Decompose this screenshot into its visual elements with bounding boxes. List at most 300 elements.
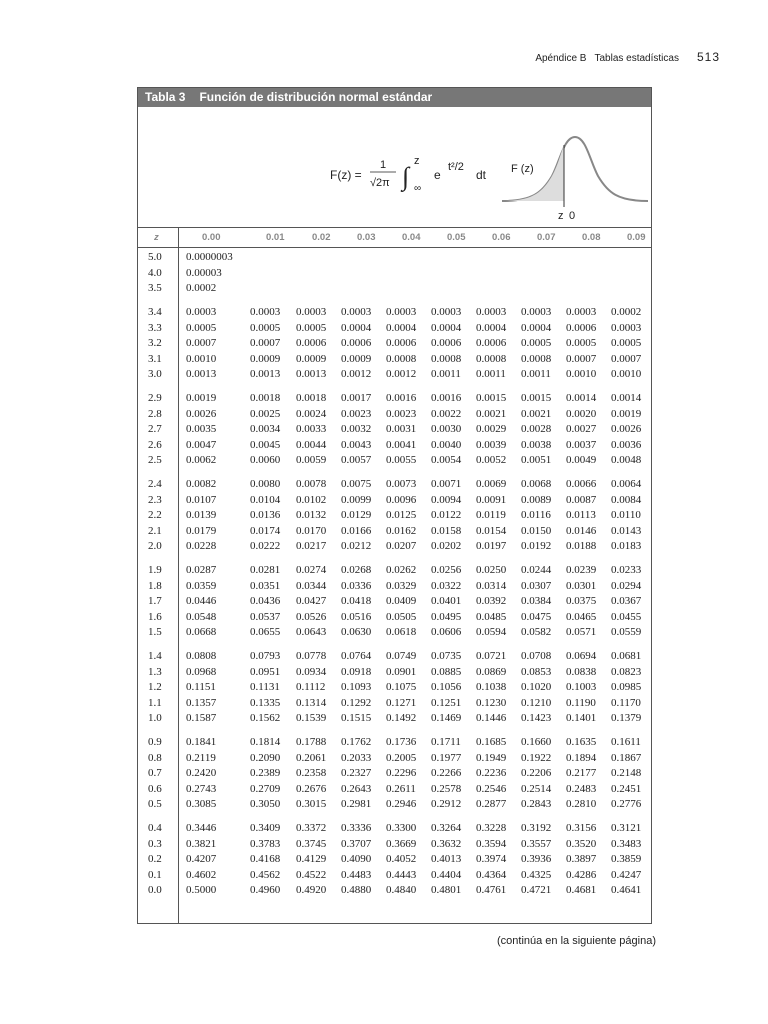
header-col: 0.03: [357, 232, 376, 243]
probability-cell: 0.4168: [250, 853, 281, 865]
probability-cell: 0.0002: [186, 282, 217, 294]
probability-cell: 0.2090: [250, 751, 281, 764]
probability-cell: 0.0571: [566, 626, 597, 638]
probability-cell: 0.0262: [386, 564, 417, 576]
z-value: 1.9: [148, 564, 162, 576]
probability-cell: 0.0409: [386, 595, 417, 607]
z-value: 0.4: [148, 822, 162, 834]
probability-cell: 0.1003: [566, 681, 597, 693]
probability-cell: 0.0020: [566, 407, 597, 420]
probability-cell: 0.0212: [341, 540, 372, 552]
probability-cell: 0.0250: [476, 564, 507, 576]
probability-cell: 0.0951: [250, 665, 281, 678]
probability-cell: 0.2810: [566, 798, 597, 810]
probability-cell: 0.0069: [476, 478, 507, 490]
probability-cell: 0.0015: [476, 392, 507, 404]
z-value: 0.5: [148, 798, 162, 810]
probability-cell: 0.0125: [386, 509, 417, 521]
continuation-note: (continúa en la siguiente página): [496, 935, 656, 947]
probability-cell: 0.4801: [431, 884, 462, 896]
probability-cell: 0.2643: [341, 782, 372, 795]
header-col: 0.09: [627, 232, 646, 243]
probability-cell: 0.0548: [186, 610, 217, 623]
probability-cell: 0.2206: [521, 767, 552, 779]
probability-cell: 0.0630: [341, 626, 372, 638]
probability-cell: 0.1401: [566, 712, 597, 724]
probability-cell: 0.2005: [386, 751, 417, 764]
probability-cell: 0.0170: [296, 524, 327, 537]
probability-cell: 0.0009: [250, 352, 281, 365]
probability-cell: 0.0057: [341, 454, 372, 466]
probability-cell: 0.3821: [186, 837, 217, 850]
z-value: 3.3: [148, 321, 162, 334]
probability-cell: 0.0708: [521, 650, 552, 662]
probability-cell: 0.1922: [521, 751, 552, 764]
z-value: 0.7: [148, 767, 162, 779]
probability-cell: 0.0005: [611, 337, 642, 349]
probability-cell: 0.4247: [611, 868, 642, 881]
probability-cell: 0.0222: [250, 540, 281, 552]
probability-cell: 0.0808: [186, 650, 217, 662]
z-value: 3.4: [148, 306, 162, 318]
probability-cell: 0.1112: [296, 681, 326, 693]
probability-cell: 0.3300: [386, 822, 417, 834]
probability-cell: 0.0004: [521, 321, 552, 334]
probability-cell: 0.0047: [186, 438, 217, 451]
probability-cell: 0.0000003: [186, 251, 233, 263]
formula-upper-limit: z: [414, 155, 420, 167]
probability-cell: 0.0051: [521, 454, 552, 466]
probability-cell: 0.1190: [566, 696, 596, 709]
probability-cell: 0.4761: [476, 884, 507, 896]
probability-cell: 0.4129: [296, 853, 327, 865]
probability-cell: 0.0003: [341, 306, 372, 318]
probability-cell: 0.1539: [296, 712, 327, 724]
probability-cell: 0.0005: [250, 321, 281, 334]
table-title: Función de distribución normal estándar: [199, 90, 433, 104]
probability-cell: 0.0044: [296, 438, 327, 451]
probability-cell: 0.0179: [186, 524, 217, 537]
probability-cell: 0.0336: [341, 579, 372, 592]
probability-cell: 0.2611: [386, 782, 416, 795]
z-value: 1.6: [148, 610, 162, 623]
z-value: 1.3: [148, 665, 162, 678]
z-value: 0.8: [148, 751, 162, 764]
table-title-bar: [138, 88, 651, 107]
probability-cell: 0.4364: [476, 868, 507, 881]
probability-cell: 0.0041: [386, 438, 417, 451]
probability-cell: 0.0244: [521, 564, 552, 576]
probability-cell: 0.0116: [521, 509, 551, 521]
probability-cell: 0.0019: [611, 407, 642, 420]
z-value: 0.2: [148, 853, 162, 865]
probability-cell: 0.0668: [186, 626, 217, 638]
probability-cell: 0.0113: [566, 509, 596, 521]
probability-cell: 0.0537: [250, 610, 281, 623]
probability-cell: 0.1736: [386, 736, 417, 748]
probability-cell: 0.2266: [431, 767, 462, 779]
probability-cell: 0.0853: [521, 665, 552, 678]
formula-lower-limit: ∞: [414, 183, 422, 194]
probability-cell: 0.1587: [186, 712, 217, 724]
probability-cell: 0.0162: [386, 524, 417, 537]
header-col: 0.05: [447, 232, 466, 243]
probability-cell: 0.0256: [431, 564, 462, 576]
probability-cell: 0.0384: [521, 595, 552, 607]
probability-cell: 0.0043: [341, 438, 372, 451]
probability-cell: 0.0007: [566, 352, 597, 365]
probability-cell: 0.0005: [296, 321, 327, 334]
probability-cell: 0.0918: [341, 665, 372, 678]
probability-cell: 0.0197: [476, 540, 507, 552]
probability-cell: 0.1314: [296, 696, 327, 709]
probability-cell: 0.3192: [521, 822, 552, 834]
probability-cell: 0.0018: [250, 392, 281, 404]
probability-cell: 0.3745: [296, 837, 327, 850]
z-label: z: [558, 210, 564, 221]
formula-exponent: t²/2: [448, 161, 464, 173]
z-value: 2.8: [148, 407, 162, 420]
probability-cell: 0.3707: [341, 837, 372, 850]
probability-cell: 0.0139: [186, 509, 217, 521]
formula-denominator: √2π: [370, 177, 390, 189]
probability-cell: 0.3483: [611, 837, 642, 850]
probability-cell: 0.3783: [250, 837, 281, 850]
probability-cell: 0.4443: [386, 868, 417, 881]
probability-cell: 0.0023: [341, 407, 372, 420]
probability-cell: 0.3336: [341, 822, 372, 834]
probability-cell: 0.0146: [566, 524, 597, 537]
probability-cell: 0.0183: [611, 540, 642, 552]
probability-cell: 0.00003: [186, 266, 222, 279]
probability-cell: 0.0495: [431, 610, 462, 623]
table-label: Tabla 3: [145, 90, 186, 104]
integral-sign-icon: ∫: [402, 162, 410, 191]
probability-cell: 0.4090: [341, 853, 372, 865]
probability-cell: 0.0526: [296, 610, 327, 623]
probability-cell: 0.4207: [186, 853, 217, 865]
z-value: 0.9: [148, 736, 162, 748]
probability-cell: 0.2946: [386, 798, 417, 810]
probability-cell: 0.0287: [186, 564, 217, 576]
probability-cell: 0.2843: [521, 798, 552, 810]
probability-cell: 0.1635: [566, 736, 597, 748]
probability-cell: 0.1335: [250, 696, 281, 709]
probability-cell: 0.0023: [386, 407, 417, 420]
probability-cell: 0.0934: [296, 665, 327, 678]
probability-cell: 0.2148: [611, 767, 642, 779]
probability-cell: 0.0016: [431, 392, 462, 404]
probability-cell: 0.4721: [521, 884, 552, 896]
probability-cell: 0.2420: [186, 767, 217, 779]
probability-cell: 0.3669: [386, 837, 417, 850]
probability-cell: 0.0011: [431, 368, 461, 380]
probability-cell: 0.0003: [566, 306, 597, 318]
probability-cell: 0.3015: [296, 798, 327, 810]
probability-cell: 0.2776: [611, 798, 642, 810]
probability-cell: 0.3520: [566, 837, 597, 850]
probability-cell: 0.0017: [341, 392, 372, 404]
probability-cell: 0.0351: [250, 579, 281, 592]
probability-cell: 0.0014: [566, 392, 597, 404]
probability-cell: 0.0012: [341, 368, 372, 380]
header-z: z: [154, 232, 159, 243]
cdf-formula: [330, 155, 500, 195]
probability-cell: 0.0281: [250, 564, 281, 576]
probability-cell: 0.0089: [521, 493, 552, 506]
probability-cell: 0.1131: [250, 681, 280, 693]
probability-cell: 0.0003: [476, 306, 507, 318]
zero-label: 0: [569, 210, 576, 221]
z-value: 1.4: [148, 650, 162, 662]
z-value: 0.6: [148, 782, 162, 795]
probability-cell: 0.0052: [476, 454, 507, 466]
probability-cell: 0.0392: [476, 595, 507, 607]
z-value: 5.0: [148, 251, 162, 263]
probability-cell: 0.0119: [476, 509, 506, 521]
probability-cell: 0.0418: [341, 595, 372, 607]
probability-cell: 0.0823: [611, 665, 642, 678]
probability-cell: 0.0618: [386, 626, 417, 638]
probability-cell: 0.0006: [566, 321, 597, 334]
table-header-row: [138, 228, 651, 248]
probability-cell: 0.0013: [186, 368, 217, 380]
probability-cell: 0.1841: [186, 736, 217, 748]
probability-cell: 0.0122: [431, 509, 462, 521]
probability-cell: 0.0582: [521, 626, 552, 638]
formula-numerator: 1: [380, 159, 387, 171]
probability-cell: 0.0901: [386, 665, 417, 678]
probability-cell: 0.0006: [431, 337, 462, 349]
fz-label: F (z): [511, 163, 534, 175]
probability-cell: 0.0655: [250, 626, 281, 638]
column-divider: [178, 228, 179, 924]
probability-cell: 0.0003: [186, 306, 217, 318]
probability-cell: 0.4641: [611, 884, 642, 896]
probability-cell: 0.3557: [521, 837, 552, 850]
probability-cell: 0.2483: [566, 782, 597, 795]
z-value: 1.1: [148, 696, 162, 709]
probability-cell: 0.2389: [250, 767, 281, 779]
probability-cell: 0.0228: [186, 540, 217, 552]
probability-cell: 0.0154: [476, 524, 507, 537]
probability-cell: 0.0084: [611, 493, 642, 506]
probability-cell: 0.1151: [186, 681, 216, 693]
probability-cell: 0.2514: [521, 782, 552, 795]
probability-cell: 0.0174: [250, 524, 281, 537]
probability-cell: 0.0004: [431, 321, 462, 334]
probability-cell: 0.0011: [521, 368, 551, 380]
probability-cell: 0.0066: [566, 478, 597, 490]
probability-cell: 0.0003: [611, 321, 642, 334]
probability-cell: 0.2119: [186, 751, 216, 764]
probability-cell: 0.1660: [521, 736, 552, 748]
probability-cell: 0.0012: [386, 368, 417, 380]
probability-cell: 0.0301: [566, 579, 597, 592]
probability-cell: 0.0344: [296, 579, 327, 592]
z-value: 4.0: [148, 266, 162, 279]
probability-cell: 0.0436: [250, 595, 281, 607]
probability-cell: 0.0003: [431, 306, 462, 318]
probability-cell: 0.1492: [386, 712, 417, 724]
appendix-label: Apéndice B: [535, 53, 587, 64]
probability-cell: 0.3409: [250, 822, 281, 834]
probability-cell: 0.1469: [431, 712, 462, 724]
section-label: Tablas estadísticas: [594, 53, 679, 64]
probability-cell: 0.4522: [296, 868, 327, 881]
probability-cell: 0.0465: [566, 610, 597, 623]
probability-cell: 0.0764: [341, 650, 372, 662]
probability-cell: 0.0028: [521, 423, 552, 435]
probability-cell: 0.0008: [431, 352, 462, 365]
z-value: 3.5: [148, 282, 162, 294]
z-value: 0.0: [148, 884, 162, 896]
probability-cell: 0.0004: [341, 321, 372, 334]
probability-cell: 0.2236: [476, 767, 507, 779]
probability-cell: 0.0294: [611, 579, 642, 592]
probability-cell: 0.0359: [186, 579, 217, 592]
normal-curve-figure: [502, 131, 650, 221]
probability-cell: 0.0091: [476, 493, 507, 506]
probability-cell: 0.2451: [611, 782, 642, 795]
probability-cell: 0.1357: [186, 696, 217, 709]
probability-cell: 0.1292: [341, 696, 372, 709]
probability-cell: 0.0003: [250, 306, 281, 318]
probability-cell: 0.1814: [250, 736, 281, 748]
probability-cell: 0.1711: [431, 736, 461, 748]
probability-cell: 0.0694: [566, 650, 597, 662]
probability-cell: 0.1446: [476, 712, 507, 724]
probability-cell: 0.3121: [611, 822, 642, 834]
probability-cell: 0.4960: [250, 884, 281, 896]
probability-cell: 0.0006: [476, 337, 507, 349]
probability-cell: 0.0475: [521, 610, 552, 623]
probability-cell: 0.1020: [521, 681, 552, 693]
z-value: 2.3: [148, 493, 162, 506]
probability-cell: 0.0838: [566, 665, 597, 678]
probability-cell: 0.0007: [611, 352, 642, 365]
probability-cell: 0.3859: [611, 853, 642, 865]
probability-cell: 0.0485: [476, 610, 507, 623]
probability-cell: 0.1949: [476, 751, 507, 764]
probability-cell: 0.2676: [296, 782, 327, 795]
probability-cell: 0.0129: [341, 509, 372, 521]
probability-cell: 0.4013: [431, 853, 462, 865]
probability-cell: 0.0793: [250, 650, 281, 662]
probability-cell: 0.0009: [296, 352, 327, 365]
probability-cell: 0.2358: [296, 767, 327, 779]
probability-cell: 0.2743: [186, 782, 217, 795]
probability-cell: 0.0329: [386, 579, 417, 592]
probability-cell: 0.0027: [566, 423, 597, 435]
running-head: [535, 50, 720, 64]
probability-cell: 0.1685: [476, 736, 507, 748]
formula-lhs: F(z) =: [330, 168, 362, 182]
probability-cell: 0.0202: [431, 540, 462, 552]
probability-cell: 0.0008: [476, 352, 507, 365]
probability-cell: 0.0274: [296, 564, 327, 576]
probability-cell: 0.1038: [476, 681, 507, 693]
probability-cell: 0.0307: [521, 579, 552, 592]
probability-cell: 0.0087: [566, 493, 597, 506]
probability-cell: 0.0681: [611, 650, 642, 662]
probability-cell: 0.0003: [386, 306, 417, 318]
probability-cell: 0.0192: [521, 540, 552, 552]
probability-cell: 0.4880: [341, 884, 372, 896]
probability-cell: 0.0136: [250, 509, 281, 521]
probability-cell: 0.0013: [250, 368, 281, 380]
probability-cell: 0.0008: [521, 352, 552, 365]
probability-cell: 0.2061: [296, 751, 327, 764]
probability-cell: 0.1379: [611, 712, 642, 724]
probability-cell: 0.0096: [386, 493, 417, 506]
probability-cell: 0.0007: [250, 337, 281, 349]
probability-cell: 0.2877: [476, 798, 507, 810]
z-value: 1.2: [148, 681, 162, 693]
probability-cell: 0.0158: [431, 524, 462, 537]
probability-cell: 0.0013: [296, 368, 327, 380]
probability-cell: 0.2033: [341, 751, 372, 764]
probability-cell: 0.0004: [386, 321, 417, 334]
probability-cell: 0.1894: [566, 751, 597, 764]
probability-cell: 0.0322: [431, 579, 462, 592]
probability-cell: 0.0064: [611, 478, 642, 490]
probability-cell: 0.1075: [386, 681, 417, 693]
probability-cell: 0.2327: [341, 767, 372, 779]
probability-cell: 0.3264: [431, 822, 462, 834]
probability-cell: 0.4483: [341, 868, 372, 881]
probability-cell: 0.0606: [431, 626, 462, 638]
probability-cell: 0.0102: [296, 493, 327, 506]
probability-cell: 0.0082: [186, 478, 217, 490]
probability-cell: 0.0071: [431, 478, 462, 490]
probability-cell: 0.0049: [566, 454, 597, 466]
probability-cell: 0.0003: [296, 306, 327, 318]
probability-cell: 0.0005: [566, 337, 597, 349]
z-value: 1.8: [148, 579, 162, 592]
probability-cell: 0.1210: [521, 696, 552, 709]
probability-cell: 0.0073: [386, 478, 417, 490]
probability-cell: 0.0033: [296, 423, 327, 435]
probability-cell: 0.0026: [611, 423, 642, 435]
probability-cell: 0.0401: [431, 595, 462, 607]
probability-cell: 0.2296: [386, 767, 417, 779]
probability-cell: 0.3632: [431, 837, 462, 850]
probability-cell: 0.0721: [476, 650, 507, 662]
z-value: 0.3: [148, 837, 162, 850]
z-value: 2.4: [148, 478, 162, 490]
normal-distribution-table: [137, 87, 652, 924]
probability-cell: 0.3446: [186, 822, 217, 834]
probability-cell: 0.0314: [476, 579, 507, 592]
probability-cell: 0.0025: [250, 407, 281, 420]
probability-cell: 0.0233: [611, 564, 642, 576]
probability-cell: 0.2912: [431, 798, 462, 810]
z-value: 1.5: [148, 626, 162, 638]
probability-cell: 0.4840: [386, 884, 417, 896]
header-col: 0.08: [582, 232, 601, 243]
z-value: 1.0: [148, 712, 162, 724]
probability-cell: 0.0024: [296, 407, 327, 420]
probability-cell: 0.0367: [611, 595, 642, 607]
probability-cell: 0.0010: [566, 368, 597, 380]
probability-cell: 0.0004: [476, 321, 507, 334]
probability-cell: 0.0021: [476, 407, 507, 420]
probability-cell: 0.3897: [566, 853, 597, 865]
probability-cell: 0.0006: [296, 337, 327, 349]
probability-cell: 0.2578: [431, 782, 462, 795]
header-col: 0.01: [266, 232, 285, 243]
